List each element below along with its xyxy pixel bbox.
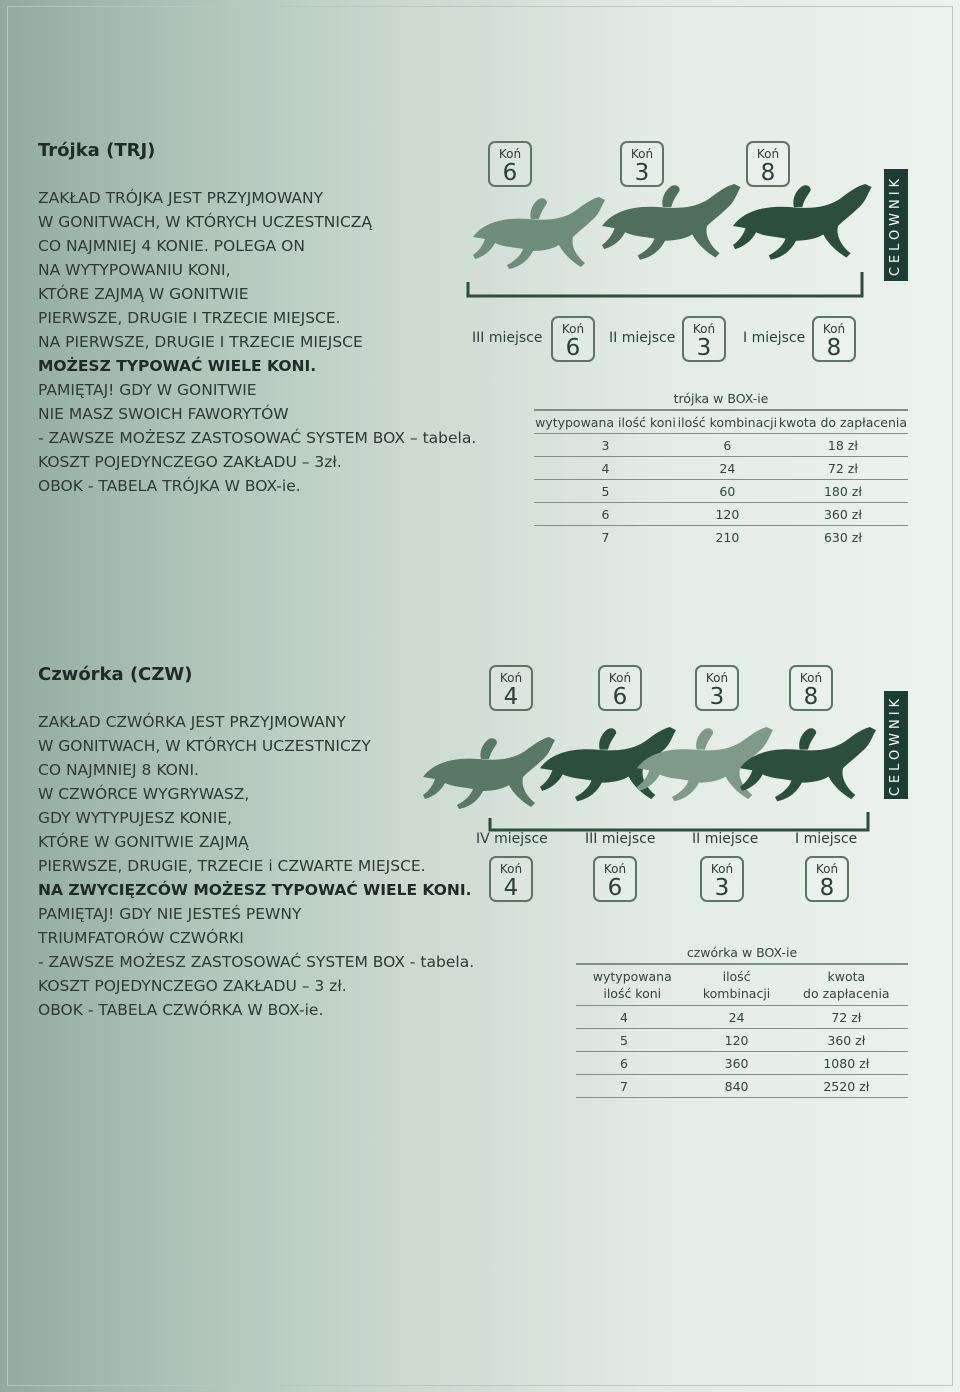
race-horse-box [488,141,532,187]
text-line: TRIUMFATORÓW CZWÓRKI [38,929,244,947]
table-cell: 210 [715,529,740,545]
table-row [576,1052,908,1075]
table-row [534,526,908,549]
trojka-description [38,186,476,498]
horse-number: 8 [760,160,776,186]
horse-number: 6 [607,875,623,901]
table-cell: 60 [677,480,778,503]
table-cell: 5 [534,480,677,503]
place-horse-box [812,316,856,362]
horse-label: Koń [498,147,522,161]
table-header: ilość kombinacji [689,964,785,1006]
place-horse-box [682,316,726,362]
horse-number: 4 [503,875,519,901]
celownik-banner [884,691,908,799]
table-cell: 5 [576,1029,689,1052]
text-line: KOSZT POJEDYNCZEGO ZAKŁADU – 3 zł. [38,977,347,995]
horse-number: 8 [803,684,819,710]
horse-label: Koń [705,671,729,685]
table-cell: 3 [534,434,677,457]
horse-silhouette [733,184,872,260]
horse-label: Koń [815,862,839,876]
text-line: ZAKŁAD TRÓJKA JEST PRZYJMOWANY [38,189,324,207]
czworka-description [38,710,474,1022]
place-horse-box [805,856,849,902]
table-cell: 24 [677,457,778,480]
table-cell: 18 zł [778,434,908,457]
text-line: KOSZT POJEDYNCZEGO ZAKŁADU – 3zł. [38,453,342,471]
table-header: kwota do zapłacenia [785,964,908,1006]
table-cell: 7 [601,529,610,545]
text-line: CO NAJMNIEJ 4 KONIE. POLEGA ON [38,237,305,255]
table-cell: 72 zł [778,457,908,480]
text-line: KTÓRE W GONITWIE ZAJMĄ [38,833,249,851]
table-row [576,1075,908,1098]
table-cell: 630 zł [823,529,862,545]
place-label: III miejsce [472,330,543,346]
table-cell: 360 zł [778,503,908,526]
table-cell: 4 [576,1006,689,1029]
horse-label: Koń [499,671,523,685]
table-cell: 120 [677,503,778,526]
text-line: PAMIĘTAJ! GDY NIE JESTEŚ PEWNY [38,905,302,923]
box-table-trojka [534,387,908,548]
horse-silhouette [602,184,741,260]
place-label: I miejsce [743,330,806,346]
table-row [576,1029,908,1052]
text-line-emphasis: NA ZWYCIĘZCÓW MOŻESZ TYPOWAĆ WIELE KONI. [38,881,472,899]
finish-bracket [468,272,862,296]
horse-label: Koń [608,671,632,685]
celownik-banner [884,169,908,281]
table-cell: 180 zł [778,480,908,503]
horse-number: 6 [565,335,581,361]
horse-number: 6 [612,684,628,710]
text-line: - ZAWSZE MOŻESZ ZASTOSOWAĆ SYSTEM BOX – tabela. [38,429,477,447]
place-horse-box [489,856,533,902]
table-row [534,457,908,480]
section-title-czworka: Czwórka (CZW) [38,664,193,685]
place-horse-box [700,856,744,902]
text-line: W CZWÓRCE WYGRYWASZ, [38,785,250,803]
horse-number: 3 [714,875,730,901]
horse-number: 3 [709,684,725,710]
horse-label: Koń [603,862,627,876]
text-line: GDY WYTYPUJESZ KONIE, [38,809,233,827]
text-line: W GONITWACH, W KTÓRYCH UCZESTNICZY [38,737,371,755]
text-line: PAMIĘTAJ! GDY W GONITWIE [38,381,257,399]
race-horse-box [598,665,642,711]
text-line: CO NAJMNIEJ 8 KONI. [38,761,199,779]
place-label: II miejsce [692,831,759,847]
table-cell: 6 [534,503,677,526]
horse-label: Koń [756,147,780,161]
table-cell: 4 [534,457,677,480]
place-horse-box [551,316,595,362]
text-line: PIERWSZE, DRUGIE, TRZECIE i CZWARTE MIEJSCE. [38,857,426,875]
race-horse-box [789,665,833,711]
horse-silhouette [473,197,605,269]
table-cell: 6 [576,1052,689,1075]
table-cell: 360 zł [785,1029,908,1052]
race-horse-box [620,141,664,187]
table-cell: 1080 zł [785,1052,908,1075]
race-horse-box [746,141,790,187]
table-header: wytypowana ilość koni [534,410,677,434]
place-label: IV miejsce [476,831,548,847]
place-label: I miejsce [795,831,858,847]
horse-number: 3 [634,160,650,186]
celownik-label: CELOWNIK [888,174,904,276]
table-cell: 72 zł [785,1006,908,1029]
celownik-label: CELOWNIK [888,694,904,796]
table-row [576,1006,908,1029]
horse-label: Koń [710,862,734,876]
text-line: OBOK - TABELA CZWÓRKA W BOX-ie. [38,1001,324,1019]
place-horse-box [593,856,637,902]
text-line: W GONITWACH, W KTÓRYCH UCZESTNICZĄ [38,213,373,231]
text-line: NA WYTYPOWANIU KONI, [38,261,231,279]
table-cell: 360 [689,1052,785,1075]
race-horse-box [695,665,739,711]
box-table-czworka [576,941,908,1098]
horse-label: Koń [561,322,585,336]
text-line-emphasis: MOŻESZ TYPOWAĆ WIELE KONI. [38,357,317,375]
text-line: PIERWSZE, DRUGIE I TRZECIE MIEJSCE. [38,309,341,327]
table-cell: 24 [689,1006,785,1029]
text-line: OBOK - TABELA TRÓJKA W BOX-ie. [38,477,301,495]
text-line: NA PIERWSZE, DRUGIE I TRZECIE MIEJSCE [38,333,363,351]
horse-number: 6 [502,160,518,186]
table-row [534,503,908,526]
text-line: - ZAWSZE MOŻESZ ZASTOSOWAĆ SYSTEM BOX - tabela. [38,953,475,971]
section-title-trojka: Trójka (TRJ) [38,140,156,161]
place-label: III miejsce [585,831,656,847]
table-caption: trójka w BOX-ie [534,387,908,410]
table-cell: 7 [576,1075,689,1098]
table-row [534,480,908,503]
table-cell: 120 [689,1029,785,1052]
place-label: II miejsce [609,330,676,346]
table-header: ilość kombinacji [677,410,778,434]
horse-number: 3 [696,335,712,361]
table-caption: czwórka w BOX-ie [576,941,908,964]
horse-number: 8 [826,335,842,361]
finish-bracket [490,812,868,830]
table-cell: 840 [689,1075,785,1098]
table-cell: 2520 zł [785,1075,908,1098]
text-line: NIE MASZ SWOICH FAWORYTÓW [38,405,289,423]
text-line: KTÓRE ZAJMĄ W GONITWIE [38,285,249,303]
horse-label: Koń [799,671,823,685]
horse-label: Koń [692,322,716,336]
text-line: ZAKŁAD CZWÓRKA JEST PRZYJMOWANY [38,713,346,731]
horse-label: Koń [822,322,846,336]
horse-label: Koń [499,862,523,876]
table-row [534,434,908,457]
table-cell: 6 [677,434,778,457]
table-header: kwota do zapłacenia [778,410,908,434]
table-header: wytypowana ilość koni [576,964,689,1006]
horse-number: 8 [819,875,835,901]
race-horse-box [489,665,533,711]
horse-label: Koń [630,147,654,161]
horse-number: 4 [503,684,519,710]
